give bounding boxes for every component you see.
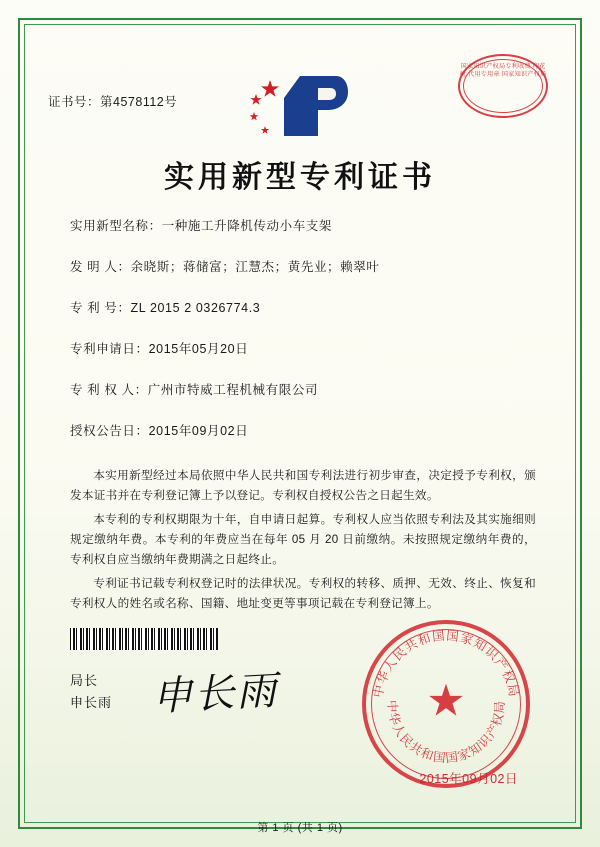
seal-arc-text-top: 中华人民共和国国家知识产权局 <box>371 628 521 699</box>
field-value: 余晓斯；蒋储富；江慧杰；黄先业；赖翠叶 <box>130 260 380 274</box>
certificate-number-label: 证书号：第 <box>48 95 114 109</box>
field-row <box>70 421 536 439</box>
patent-office-logo-icon <box>240 70 360 142</box>
certificate-number-suffix: 号 <box>164 95 178 109</box>
certificate-number <box>48 92 177 110</box>
official-round-seal <box>362 620 530 788</box>
field-label: 实用新型名称： <box>70 219 162 233</box>
body-text <box>70 466 536 618</box>
signature-name: 申长雨 <box>70 695 113 710</box>
body-paragraph-1: 本实用新型经过本局依照中华人民共和国专利法进行初步审查，决定授予专利权，颁发本证书并在专利登记簿上予以登记。专利权自授权公告之日起生效。 <box>70 469 536 502</box>
signature-title: 局长 <box>70 673 99 688</box>
star-icon: ★ <box>426 676 466 726</box>
field-value: ZL 2015 2 0326774.3 <box>130 301 261 315</box>
fields-list <box>70 216 536 462</box>
field-label: 专 利 权 人： <box>70 383 148 397</box>
seal-top-text: 国家知识产权局专利收费 印花税 代用专用章 国家知识产权局 <box>459 63 547 78</box>
field-row <box>70 339 536 357</box>
field-value: 2015年09月02日 <box>148 424 249 438</box>
field-value: 一种施工升降机传动小车支架 <box>161 219 333 233</box>
field-row <box>70 216 536 234</box>
page-title: 实用新型专利证书 <box>164 160 436 195</box>
field-row <box>70 380 536 398</box>
stamp-duty-seal <box>458 54 550 120</box>
seal-arc-text-bottom: 中华人民共和国国家知识产权局 <box>384 699 508 766</box>
signature-block <box>70 670 112 714</box>
seal-date: 2015年09月02日 <box>419 772 518 786</box>
field-label: 专利申请日： <box>70 342 149 356</box>
field-label: 专 利 号： <box>70 301 131 315</box>
handwritten-signature: 申长雨 <box>151 667 280 721</box>
body-paragraph-2: 本专利的专利权期限为十年，自申请日起算。专利权人应当依照专利法及其实施细则规定缴纳年费。本专利的年费应当在每年 05 月 20 日前缴纳。未按照规定缴纳年费的，专利权自应当缴纳年费期满之日起终止。 <box>70 513 536 566</box>
barcode-icon <box>70 628 218 650</box>
field-row <box>70 257 536 275</box>
field-label: 发 明 人： <box>70 260 131 274</box>
body-paragraph-3: 专利证书记载专利权登记时的法律状况。专利权的转移、质押、无效、终止、恢复和专利权人的姓名或名称、国籍、地址变更等事项记载在专利登记簿上。 <box>70 577 536 610</box>
page-footer: 第 1 页 (共 1 页) <box>257 822 343 834</box>
field-row <box>70 298 536 316</box>
certificate-content <box>34 34 566 813</box>
field-label: 授权公告日： <box>70 424 149 438</box>
field-value: 2015年05月20日 <box>148 342 249 356</box>
field-value: 广州市特威工程机械有限公司 <box>147 383 319 397</box>
certificate-number-value: 4578112 <box>113 95 165 109</box>
